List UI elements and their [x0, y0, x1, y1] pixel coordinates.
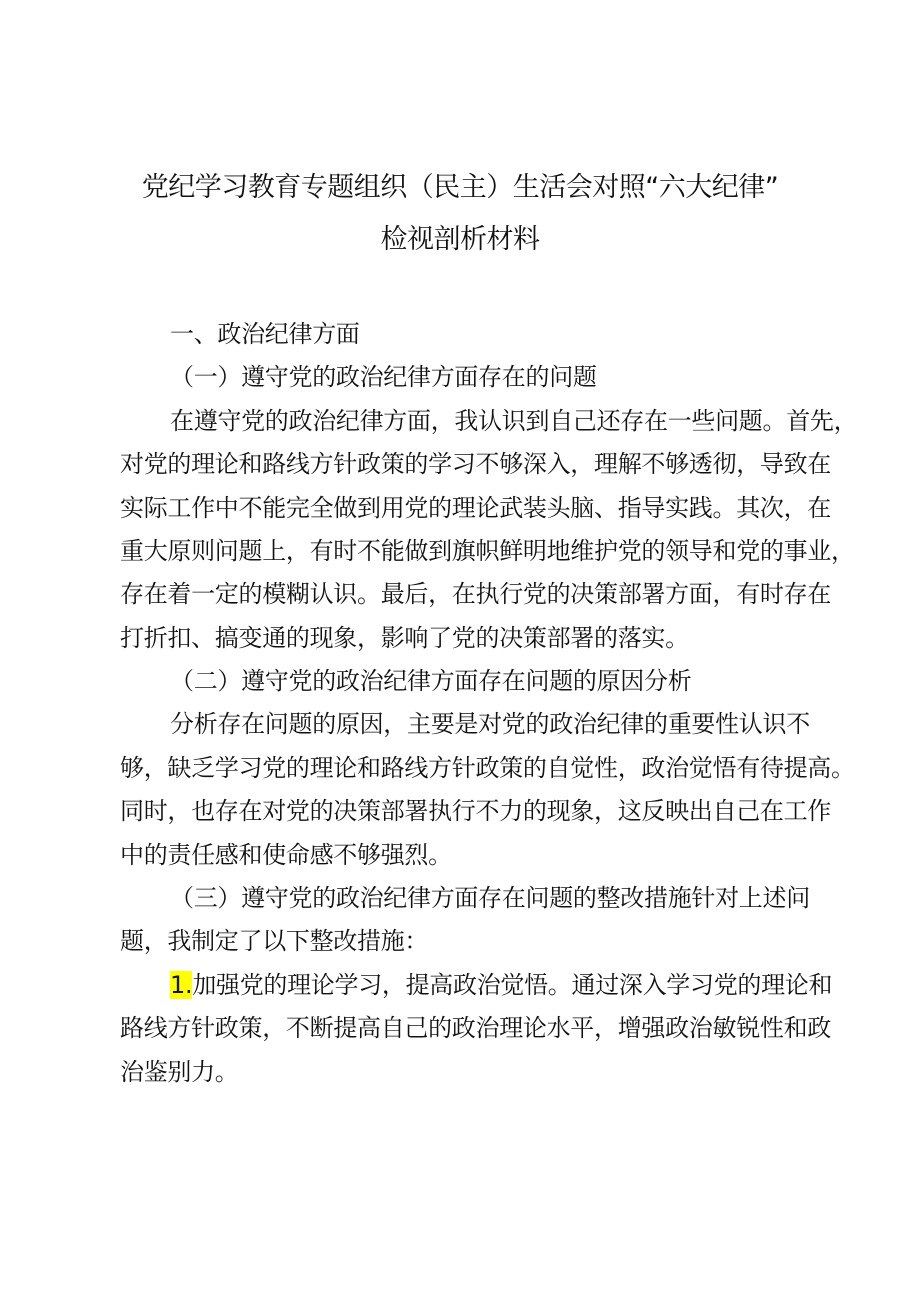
paragraph-line: 中的责任感和使命感不够强烈。: [120, 841, 452, 869]
paragraph-line: 同时，也存在对党的决策部署执行不力的现象，这反映出自己在工作: [120, 797, 831, 825]
paragraph-line: 治鉴别力。: [120, 1058, 239, 1086]
paragraph-line: 对党的理论和路线方针政策的学习不够深入，理解不够透彻，导致在: [120, 450, 831, 478]
list-number-highlight: 1.: [170, 971, 193, 999]
paragraph-line: 存在着一定的模糊认识。最后，在执行党的决策部署方面，有时存在: [120, 580, 831, 608]
document-title-line1: 党纪学习教育专题组织（民主）生活会对照“六大纪律”: [141, 172, 779, 203]
paragraph-line: 分析存在问题的原因，主要是对党的政治纪律的重要性认识不: [170, 710, 810, 738]
subsection-heading: （一）遵守党的政治纪律方面存在的问题: [170, 363, 597, 391]
paragraph-line: 实际工作中不能完全做到用党的理论武装头脑、指导实践。其次，在: [120, 494, 831, 522]
document-title-line2: 检视剖析材料: [380, 224, 540, 255]
paragraph-line: 题，我制定了以下整改措施：: [120, 927, 429, 955]
paragraph-line: 打折扣、搞变通的现象，影响了党的决策部署的落实。: [120, 624, 689, 652]
paragraph-line: 在遵守党的政治纪律方面，我认识到自己还存在一些问题。首先，: [170, 407, 858, 435]
section-heading: 一、政治纪律方面: [170, 320, 360, 348]
list-item: [170, 967, 832, 1003]
paragraph-line: 路线方针政策，不断提高自己的政治理论水平，增强政治敏锐性和政: [120, 1014, 831, 1042]
paragraph-line: 重大原则问题上，有时不能做到旗帜鲜明地维护党的领导和党的事业，: [120, 537, 855, 565]
subsection-heading: （三）遵守党的政治纪律方面存在问题的整改措施针对上述问: [170, 884, 810, 912]
list-item-text: 加强党的理论学习，提高政治觉悟。通过深入学习党的理论和: [192, 971, 833, 999]
subsection-heading: （二）遵守党的政治纪律方面存在问题的原因分析: [170, 667, 692, 695]
paragraph-line: 够，缺乏学习党的理论和路线方针政策的自觉性，政治觉悟有待提高。: [120, 754, 855, 782]
